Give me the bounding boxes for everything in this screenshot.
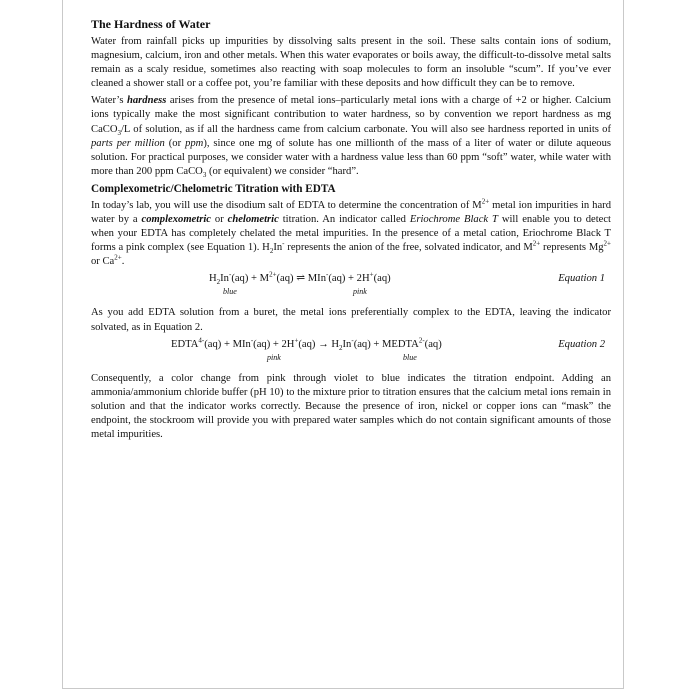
- document-page: [91, 17, 611, 445]
- text: (aq): [373, 273, 391, 285]
- text: or Ca: [91, 256, 115, 268]
- paragraph-titration: [91, 199, 611, 269]
- superscript: 2+: [114, 253, 122, 262]
- subscript: 3: [117, 128, 121, 137]
- superscript: -: [326, 270, 329, 279]
- paragraph-intro: Water from rainfall picks up impurities by dissolving salts present in the soil. These salts contain ions of sodium, magnesium, calcium, iron and other metals. When this water evaporates or boils away, the difficult-to-dissolve metal salts remain as a scaly residue, sometimes also reacting with soap molecules to form an insoluble “scum”. If you’ve ever cleaned a shower stall or a coffee pot, you’re familiar with these deposits and how difficult they can be to remove.: [91, 36, 611, 90]
- equation-2-expression: [171, 338, 442, 352]
- text: .: [121, 256, 125, 268]
- equation-1: [91, 272, 611, 302]
- text: Water’s: [91, 95, 127, 107]
- superscript: +: [294, 336, 299, 345]
- term-ebt: Eriochrome Black T: [409, 214, 498, 226]
- equation-2: [91, 338, 611, 368]
- superscript: -: [282, 239, 285, 248]
- text: In: [273, 242, 283, 254]
- subscript: 2: [339, 343, 343, 352]
- term-complexometric: complexometric: [141, 214, 211, 226]
- document-title: The Hardness of Water: [91, 17, 211, 31]
- subscript: 3: [202, 170, 207, 179]
- text: (or equivalent) we consider “hard”.: [206, 165, 359, 177]
- text: EDTA: [171, 338, 199, 350]
- subscript: 2: [216, 278, 221, 287]
- text: H: [209, 273, 217, 285]
- text: ), since one mg of solute has one millionth of the mass of a liter of water or dilute aqueous solution. For practical purposes, we consider water with a hardness value less than 60 ppm “soft” water, while water with more than 200 ppm CaCO: [91, 137, 611, 177]
- superscript: -: [250, 336, 254, 345]
- superscript: -: [228, 270, 232, 279]
- text: (aq) + MEDTA: [353, 338, 419, 350]
- equation-2-tag: Equation 2: [558, 338, 605, 350]
- text: (aq) ⇌ MIn: [276, 273, 327, 285]
- text: titration. An indicator called: [278, 214, 410, 226]
- superscript: 4-: [198, 336, 205, 345]
- text: (aq) + 2H: [253, 338, 295, 350]
- text: In: [220, 273, 229, 285]
- text: will enable you to detect when your EDTA has completely chelated the metal impurities. In the presence of a metal cation, Eriochrome Black T forms a pink complex (see Equation 1). H: [91, 214, 611, 254]
- paragraph-conclusion: Consequently, a color change from pink through violet to blue indicates the titration endpoint. Adding an ammonia/ammonium chloride buffer (pH 10) to the mixture prior to titration ensures that the calcium metal ions remain in solution and that the indicator works correctly. Because the presence of iron, nickel or copper ions can “mask” the endpoint, the stockroom will provide you with prepared water samples which do not contain significant amounts of those metal impurities.: [91, 372, 611, 440]
- text: arises from the presence of metal ions–particularly metal ions with a charge of +2 or higher. Calcium ions typically make the most significant contribution to water hardness, so by convention we report hardness as mg CaCO: [91, 95, 611, 135]
- superscript: 2+: [603, 239, 611, 248]
- subscript: 2: [269, 247, 274, 256]
- paragraph-edta: As you add EDTA solution from a buret, the metal ions preferentially complex to the EDTA, leaving the indicator solvated, as in Equation 2.: [91, 307, 611, 333]
- equation-1-expression: [209, 272, 391, 286]
- text: (aq): [424, 338, 442, 350]
- text: /L of solution, as if all the hardness came from calcium carbonate. You will also see hardness reported in units of: [120, 123, 611, 135]
- text: (aq) + M: [231, 273, 270, 285]
- term-ppm-abbr: ppm: [185, 137, 204, 149]
- text: represents Mg: [540, 242, 604, 254]
- text: represents the anion of the free, solvated indicator, and M: [284, 242, 533, 254]
- text: (aq) + 2H: [328, 273, 370, 285]
- superscript: +: [369, 270, 374, 279]
- label-blue: blue: [403, 352, 417, 362]
- superscript: 2+: [269, 270, 277, 279]
- superscript: 2+: [532, 239, 541, 248]
- text: metal ion impurities in hard water by a: [91, 199, 611, 226]
- label-blue: blue: [223, 287, 237, 297]
- term-chelometric: chelometric: [227, 214, 279, 226]
- label-pink: pink: [353, 287, 367, 297]
- paragraph-hardness: [91, 94, 611, 179]
- superscript: 2-: [418, 336, 425, 345]
- text: In today’s lab, you will use the disodium salt of EDTA to determine the concentration of M: [91, 199, 482, 211]
- text: (aq) + MIn: [204, 338, 251, 350]
- text: or: [210, 214, 228, 226]
- text: In: [342, 338, 352, 350]
- superscript: -: [351, 336, 354, 345]
- section-heading: Complexometric/Chelometric Titration with EDTA: [91, 182, 336, 195]
- label-pink: pink: [267, 352, 281, 362]
- equation-1-tag: Equation 1: [558, 273, 605, 285]
- text: (or: [164, 137, 186, 149]
- term-ppm: parts per million: [91, 137, 165, 149]
- superscript: 2+: [481, 197, 490, 206]
- text: (aq) → H: [298, 338, 340, 350]
- term-hardness: hardness: [126, 95, 167, 107]
